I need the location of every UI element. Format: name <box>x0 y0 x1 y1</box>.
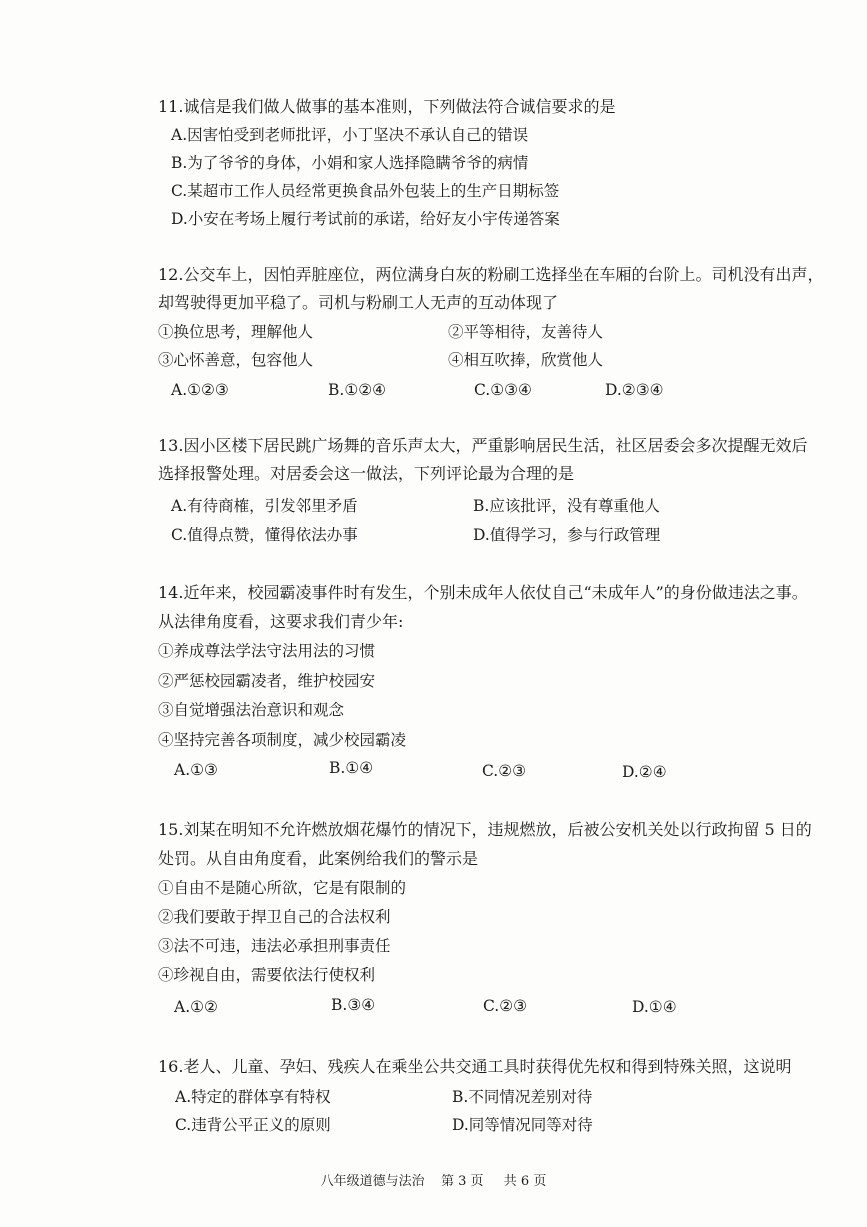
question-stem: 15.刘某在明知不允许燃放烟花爆竹的情况下，违规燃放，后被公安机关处以行政拘留 5 日的 <box>158 820 812 839</box>
question-stem: 16.老人、儿童、孕妇、残疾人在乘坐公共交通工具时获得优先权和得到特殊关照，这说明 <box>158 1057 792 1076</box>
statement-2: ②严惩校园霸凌者，维护校园安 <box>158 672 376 690</box>
option-b: B.应该批评，没有尊重他人 <box>473 497 660 515</box>
option-b: B.③④ <box>331 996 376 1014</box>
option-a: A.因害怕受到老师批评，小丁坚决不承认自己的错误 <box>171 126 529 144</box>
option-c: C.①③④ <box>474 381 532 399</box>
statement-2: ②我们要敢于捍卫自己的合法权利 <box>158 908 391 926</box>
question-stem: 13.因小区楼下居民跳广场舞的音乐声太大，严重影响居民生活，社区居委会多次提醒无效后 <box>158 436 808 455</box>
footer-subject: 八年级道德与法治 <box>320 1174 425 1189</box>
question-stem: 14.近年来，校园霸凌事件时有发生，个别未成年人依仗自己“未成年人”的身份做违法之事。 <box>158 583 808 602</box>
option-b: B.为了爷爷的身体，小娟和家人选择隐瞒爷爷的病情 <box>171 154 529 172</box>
option-c: C.违背公平正义的原则 <box>175 1116 331 1134</box>
option-d: D.①④ <box>632 998 677 1016</box>
option-a: A.①②③ <box>171 381 229 399</box>
option-c: C.②③ <box>482 762 527 780</box>
option-d: D.②③④ <box>605 381 664 399</box>
option-a: A.特定的群体享有特权 <box>175 1088 331 1106</box>
statement-4: ④相互吹捧，欣赏他人 <box>448 351 604 369</box>
option-a: A.①③ <box>174 761 218 779</box>
option-d: D.值得学习，参与行政管理 <box>473 526 661 544</box>
statement-1: ①换位思考，理解他人 <box>158 323 314 341</box>
statement-3: ③心怀善意，包容他人 <box>158 351 314 369</box>
option-c: C.②③ <box>483 997 528 1015</box>
option-a: A.①② <box>174 998 218 1016</box>
option-c: C.值得点赞，懂得依法办事 <box>171 526 358 544</box>
page-footer <box>0 1170 867 1189</box>
question-stem: 却驾驶得更加平稳了。司机与粉刷工人无声的互动体现了 <box>158 293 559 312</box>
statement-1: ①养成尊法学法守法用法的习惯 <box>158 642 376 660</box>
question-stem: 11.诚信是我们做人做事的基本准则，下列做法符合诚信要求的是 <box>158 97 616 116</box>
option-c: C.某超市工作人员经常更换食品外包装上的生产日期标签 <box>171 182 560 200</box>
option-d: D.②④ <box>622 763 667 781</box>
option-b: B.①②④ <box>328 381 387 399</box>
statement-4: ④珍视自由，需要依法行使权利 <box>158 966 376 984</box>
footer-total-pages: 共 6 页 <box>503 1174 547 1189</box>
question-stem: 处罚。从自由角度看，此案例给我们的警示是 <box>158 849 479 868</box>
statement-4: ④坚持完善各项制度，减少校园霸凌 <box>158 731 407 749</box>
option-b: B.①④ <box>329 759 374 777</box>
statement-2: ②平等相待，友善待人 <box>448 323 604 341</box>
option-b: B.不同情况差别对待 <box>452 1088 593 1106</box>
statement-3: ③法不可违，违法必承担刑事责任 <box>158 937 391 955</box>
question-stem: 从法律角度看，这要求我们青少年: <box>158 612 404 631</box>
question-stem: 选择报警处理。对居委会这一做法，下列评论最为合理的是 <box>158 464 575 483</box>
statement-3: ③自觉增强法治意识和观念 <box>158 701 345 719</box>
option-d: D.同等情况同等对待 <box>452 1116 593 1134</box>
option-a: A.有待商榷，引发邻里矛盾 <box>171 497 358 515</box>
footer-page-number: 第 3 页 <box>440 1174 484 1189</box>
statement-1: ①自由不是随心所欲，它是有限制的 <box>158 879 407 897</box>
question-stem: 12.公交车上，因怕弄脏座位，两位满身白灰的粉刷工选择坐在车厢的台阶上。司机没有出声， <box>158 265 824 284</box>
option-d: D.小安在考场上履行考试前的承诺，给好友小宇传递答案 <box>171 210 560 228</box>
